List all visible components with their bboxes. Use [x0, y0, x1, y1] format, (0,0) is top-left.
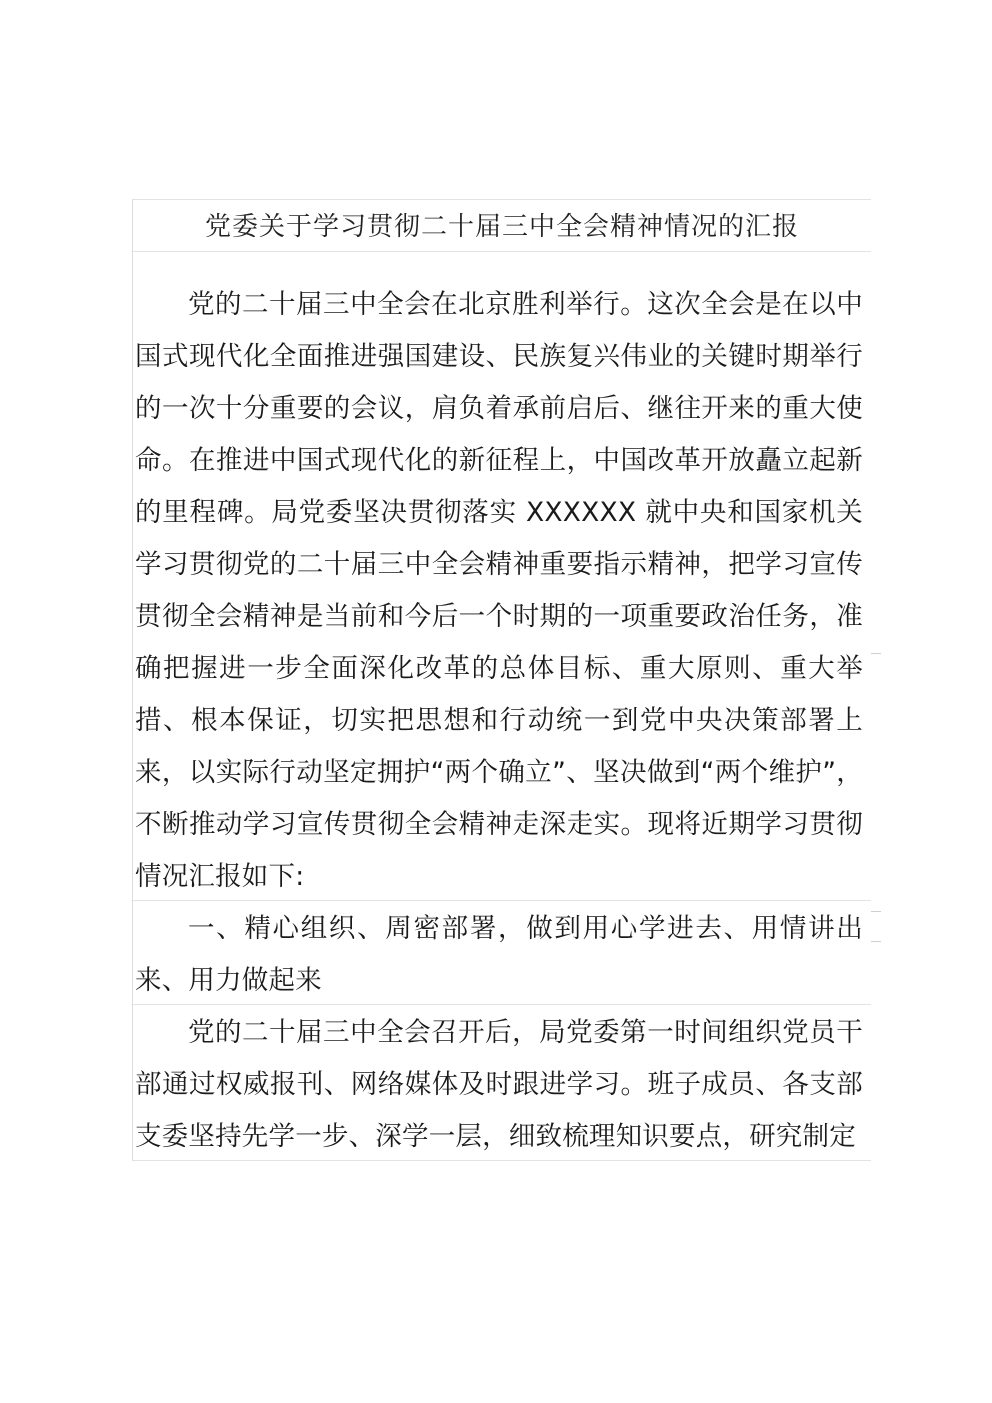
- paragraph-section-1: 党的二十届三中全会召开后，局党委第一时间组织党员干部通过权威报刊、网络媒体及时跟进学习。班子成员、各支部支委坚持先学一步、深学一层，细致梳理知识要点，研究制定: [135, 1017, 863, 1152]
- section-heading-1: 一、精心组织、周密部署，做到用心学进去、用情讲出来、用力做起来: [135, 913, 863, 996]
- document-body: [132, 199, 871, 1161]
- margin-mark: [871, 941, 881, 942]
- section-rule: [133, 1004, 871, 1005]
- bottom-rule: [133, 1160, 871, 1161]
- document-title: 党委关于学习贯彻二十届三中全会精神情况的汇报: [204, 212, 799, 242]
- title-bottom-rule: [133, 251, 871, 252]
- margin-mark: [871, 653, 881, 654]
- paragraph-intro: 党的二十届三中全会在北京胜利举行。这次全会是在以中国式现代化全面推进强国建设、民族复兴伟业的关键时期举行的一次十分重要的会议，肩负着承前启后、继往开来的重大使命。在推进中国式现代化的新征程上，中国改革开放矗立起新的里程碑。局党委坚决贯彻落实 XXXXXX 就中央和国家机关学习贯彻党的二十届三中全会精神重要指示精神，把学习宣传贯彻全会精神是当前和今后一个时期的一项重要政治任务，准确把握进一步全面深化改革的总体目标、重大原则、重大举措、根本保证，切实把思想和行动统一到党中央决策部署上来，以实际行动坚定拥护“两个确立”、坚决做到“两个维护”，不断推动学习宣传贯彻全会精神走深走实。现将近期学习贯彻情况汇报如下:: [135, 289, 863, 892]
- margin-mark: [871, 911, 881, 912]
- section-rule: [133, 900, 871, 901]
